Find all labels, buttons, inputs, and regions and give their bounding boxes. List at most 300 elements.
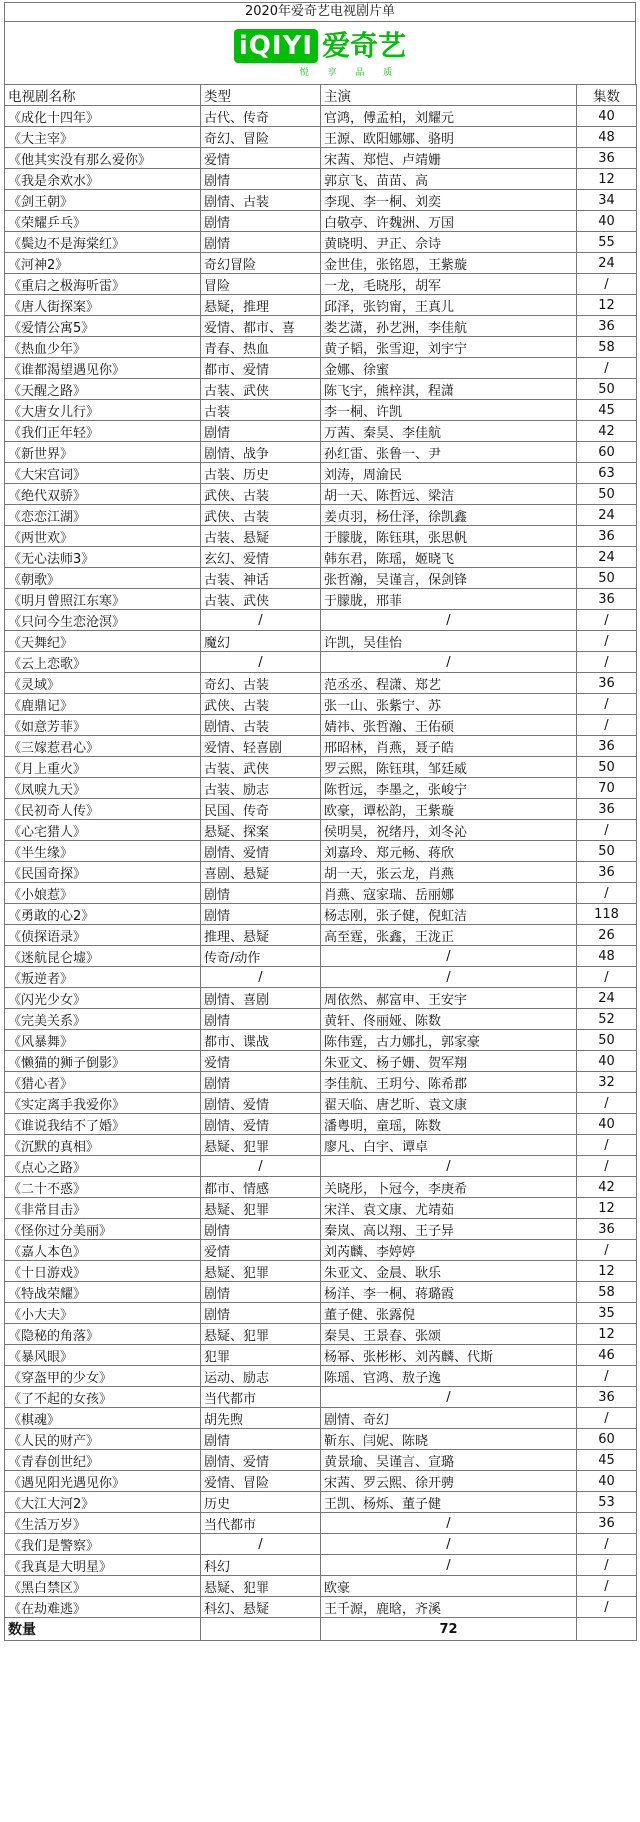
cell-episodes: /	[577, 694, 637, 715]
cell-episodes: /	[577, 1135, 637, 1156]
cell-genre: /	[201, 967, 321, 988]
cell-title: 《鬓边不是海棠红》	[5, 232, 201, 253]
cell-title: 《明月曾照江东寒》	[5, 589, 201, 610]
cell-genre: 剧情、爱情	[201, 1093, 321, 1114]
cell-title: 《闪光少女》	[5, 988, 201, 1009]
cell-title: 《猎心者》	[5, 1072, 201, 1093]
table-row	[5, 1345, 637, 1366]
logo-slogan: 悦 享 品 质	[299, 67, 401, 78]
cell-episodes: /	[577, 1597, 637, 1618]
table-row	[5, 253, 637, 274]
cell-genre: 剧情	[201, 904, 321, 925]
cell-title: 《灵域》	[5, 673, 201, 694]
cell-genre: 悬疑、犯罪	[201, 1324, 321, 1345]
cell-title: 《懒猫的狮子倒影》	[5, 1051, 201, 1072]
cell-cast: 金娜、徐蜜	[321, 358, 577, 379]
cell-cast: 黄景瑜、吴谨言、宣璐	[321, 1450, 577, 1471]
cell-episodes: 118	[577, 904, 637, 925]
cell-cast: 邢昭林，肖燕，聂子皓	[321, 736, 577, 757]
cell-episodes: 58	[577, 337, 637, 358]
cell-cast: 王凯、杨烁、董子健	[321, 1492, 577, 1513]
cell-title: 《重启之极海听雷》	[5, 274, 201, 295]
cell-episodes: 42	[577, 421, 637, 442]
cell-genre: 剧情	[201, 1072, 321, 1093]
cell-episodes: 70	[577, 778, 637, 799]
cell-cast: 刘芮麟、李婷婷	[321, 1240, 577, 1261]
cell-cast: 黄晓明、尹正、佘诗	[321, 232, 577, 253]
table-row	[5, 652, 637, 673]
table-row	[5, 904, 637, 925]
sheet	[4, 2, 636, 1641]
cell-episodes: 12	[577, 1324, 637, 1345]
cell-episodes: 35	[577, 1303, 637, 1324]
cell-genre: 剧情、喜剧	[201, 988, 321, 1009]
table-row	[5, 1387, 637, 1408]
table-row	[5, 1135, 637, 1156]
table-row	[5, 379, 637, 400]
cell-cast: 宋洋、袁文康、尤靖茹	[321, 1198, 577, 1219]
cell-title: 《小大夫》	[5, 1303, 201, 1324]
cell-title: 《小娘惹》	[5, 883, 201, 904]
cell-cast: 娄艺潇，孙艺洲，李佳航	[321, 316, 577, 337]
cell-cast: 董子健、张露倪	[321, 1303, 577, 1324]
cell-title: 《心宅猎人》	[5, 820, 201, 841]
cell-title: 《谁说我结不了婚》	[5, 1114, 201, 1135]
cell-cast: 高至霆，张鑫，王泷正	[321, 925, 577, 946]
cell-title: 《三嫁惹君心》	[5, 736, 201, 757]
cell-cast: 李佳航、王玥兮、陈希郡	[321, 1072, 577, 1093]
cell-genre: 悬疑、犯罪	[201, 1135, 321, 1156]
table-row	[5, 442, 637, 463]
cell-cast: 黄子韬，张雪迎，刘宇宁	[321, 337, 577, 358]
col-header-cast: 主演	[321, 85, 577, 106]
cell-title: 《热血少年》	[5, 337, 201, 358]
cell-genre: 当代都市	[201, 1513, 321, 1534]
cell-title: 《我是余欢水》	[5, 169, 201, 190]
cell-cast: 刘嘉玲、郑元畅、蒋欣	[321, 841, 577, 862]
table-row	[5, 169, 637, 190]
cell-genre: 冒险	[201, 274, 321, 295]
cell-title: 《点心之路》	[5, 1156, 201, 1177]
cell-genre: 剧情	[201, 232, 321, 253]
cell-title: 《成化十四年》	[5, 106, 201, 127]
cell-genre: /	[201, 610, 321, 631]
cell-title: 《朝歌》	[5, 568, 201, 589]
cell-genre: 爱情	[201, 1051, 321, 1072]
cell-genre: 奇幻、古装	[201, 673, 321, 694]
table-row	[5, 547, 637, 568]
table-row	[5, 190, 637, 211]
cell-genre: 古代、传奇	[201, 106, 321, 127]
cell-cast: 孙红雷、张鲁一、尹	[321, 442, 577, 463]
logo-name: 爱奇艺	[322, 28, 407, 62]
cell-cast: 李现、李一桐、刘奕	[321, 190, 577, 211]
cell-episodes: 63	[577, 463, 637, 484]
cell-title: 《特战荣耀》	[5, 1282, 201, 1303]
cell-episodes: 36	[577, 316, 637, 337]
table-row	[5, 799, 637, 820]
cell-genre: 武侠、古装	[201, 505, 321, 526]
cell-episodes: /	[577, 1576, 637, 1597]
table-row	[5, 400, 637, 421]
table-row	[5, 1366, 637, 1387]
cell-cast: 胡一天，张云龙，肖燕	[321, 862, 577, 883]
cell-genre: 古装、神话	[201, 568, 321, 589]
table-row	[5, 316, 637, 337]
cell-genre: 青春、热血	[201, 337, 321, 358]
cell-episodes: /	[577, 1555, 637, 1576]
cell-episodes: 40	[577, 106, 637, 127]
table-row	[5, 295, 637, 316]
cell-genre: 喜剧、悬疑	[201, 862, 321, 883]
cell-title: 《怪你过分美丽》	[5, 1219, 201, 1240]
cell-episodes: /	[577, 1156, 637, 1177]
cell-title: 《青春创世纪》	[5, 1450, 201, 1471]
cell-episodes: 36	[577, 148, 637, 169]
cell-episodes: 60	[577, 442, 637, 463]
cell-title: 《爱情公寓5》	[5, 316, 201, 337]
cell-title: 《恋恋江湖》	[5, 505, 201, 526]
cell-genre: 爱情、轻喜剧	[201, 736, 321, 757]
cell-cast: 侯明昊，祝绪丹，刘冬沁	[321, 820, 577, 841]
cell-episodes: 24	[577, 988, 637, 1009]
cell-cast: 杨志刚，张子健，倪虹洁	[321, 904, 577, 925]
cell-episodes: 42	[577, 1177, 637, 1198]
cell-title: 《在劫难逃》	[5, 1597, 201, 1618]
cell-genre: 科幻	[201, 1555, 321, 1576]
total-row	[5, 1618, 637, 1641]
table-row	[5, 694, 637, 715]
cell-title: 《无心法师3》	[5, 547, 201, 568]
cell-cast: 郭京飞、苗苗、高	[321, 169, 577, 190]
cell-episodes: 50	[577, 841, 637, 862]
table-row	[5, 1492, 637, 1513]
cell-genre: 剧情	[201, 421, 321, 442]
cell-title: 《谁都渴望遇见你》	[5, 358, 201, 379]
cell-genre: 悬疑、犯罪	[201, 1261, 321, 1282]
cell-episodes: /	[577, 883, 637, 904]
cell-cast: 范丞丞、程潇、郑艺	[321, 673, 577, 694]
table-row	[5, 883, 637, 904]
cell-title: 《了不起的女孩》	[5, 1387, 201, 1408]
table-row	[5, 1177, 637, 1198]
cell-genre: 剧情	[201, 211, 321, 232]
cell-genre: 民国、传奇	[201, 799, 321, 820]
cell-cast: 邱泽，张钧甯，王真儿	[321, 295, 577, 316]
cell-genre: 古装、悬疑	[201, 526, 321, 547]
cell-genre: /	[201, 1534, 321, 1555]
cell-episodes: /	[577, 1366, 637, 1387]
cell-title: 《荣耀乒乓》	[5, 211, 201, 232]
table-row	[5, 1009, 637, 1030]
cell-cast: 秦岚、高以翔、王子异	[321, 1219, 577, 1240]
cell-title: 《侦探语录》	[5, 925, 201, 946]
sheet-title: 2020年爱奇艺电视剧片单	[4, 2, 636, 21]
cell-title: 《绝代双骄》	[5, 484, 201, 505]
cell-title: 《云上恋歌》	[5, 652, 201, 673]
table-body	[5, 106, 637, 1618]
cell-genre: 剧情	[201, 169, 321, 190]
table-row	[5, 1429, 637, 1450]
cell-episodes: 24	[577, 253, 637, 274]
cell-title: 《唐人街探案》	[5, 295, 201, 316]
cell-cast: 王千源，鹿晗，齐溪	[321, 1597, 577, 1618]
table-row	[5, 1597, 637, 1618]
cell-cast: 白敬亭、许魏洲、万国	[321, 211, 577, 232]
cell-cast: 翟天临、唐艺昕、袁文康	[321, 1093, 577, 1114]
cell-cast: 姜贞羽，杨仕泽，徐凯鑫	[321, 505, 577, 526]
cell-title: 《民国奇探》	[5, 862, 201, 883]
cell-title: 《大宋宫词》	[5, 463, 201, 484]
cell-cast: 欧豪	[321, 1576, 577, 1597]
cell-cast: 靳东、闫妮、陈晓	[321, 1429, 577, 1450]
table-row	[5, 820, 637, 841]
cell-title: 《实定离手我爱你》	[5, 1093, 201, 1114]
cell-title: 《如意芳菲》	[5, 715, 201, 736]
cell-episodes: 36	[577, 526, 637, 547]
cell-cast: /	[321, 652, 577, 673]
cell-genre: 犯罪	[201, 1345, 321, 1366]
cell-genre: 玄幻、爱情	[201, 547, 321, 568]
cell-cast: 陈哲远，李墨之，张峻宁	[321, 778, 577, 799]
cell-genre: 都市、爱情	[201, 358, 321, 379]
cell-episodes: 36	[577, 673, 637, 694]
cell-genre: 当代都市	[201, 1387, 321, 1408]
cell-episodes: 45	[577, 400, 637, 421]
cell-cast: 李一桐、许凯	[321, 400, 577, 421]
table-row	[5, 526, 637, 547]
cell-title: 《他其实没有那么爱你》	[5, 148, 201, 169]
table-row	[5, 1282, 637, 1303]
table-row	[5, 106, 637, 127]
cell-episodes: /	[577, 274, 637, 295]
table-row	[5, 1576, 637, 1597]
table-row	[5, 1471, 637, 1492]
cell-genre: 爱情、都市、喜	[201, 316, 321, 337]
cell-episodes: 36	[577, 862, 637, 883]
table-row	[5, 1261, 637, 1282]
table-row	[5, 568, 637, 589]
cell-cast: 胡一天、陈哲远、梁洁	[321, 484, 577, 505]
cell-cast: /	[321, 946, 577, 967]
cell-episodes: 53	[577, 1492, 637, 1513]
cell-genre: 都市、情感	[201, 1177, 321, 1198]
iqiyi-logo	[234, 29, 406, 78]
cell-episodes: 36	[577, 1513, 637, 1534]
cell-cast: 陈飞宇，熊梓淇，程潇	[321, 379, 577, 400]
cell-title: 《新世界》	[5, 442, 201, 463]
cell-title: 《暴风眼》	[5, 1345, 201, 1366]
table-row	[5, 967, 637, 988]
cell-episodes: 36	[577, 589, 637, 610]
cell-cast: /	[321, 1534, 577, 1555]
table-row	[5, 925, 637, 946]
table-row	[5, 1555, 637, 1576]
table-row	[5, 1198, 637, 1219]
cell-title: 《鹿鼎记》	[5, 694, 201, 715]
cell-cast: 朱亚文、金晨、耿乐	[321, 1261, 577, 1282]
table-row	[5, 505, 637, 526]
cell-title: 《棋魂》	[5, 1408, 201, 1429]
cell-cast: 黄轩、佟丽娅、陈数	[321, 1009, 577, 1030]
cell-cast: /	[321, 1555, 577, 1576]
cell-genre: 剧情、战争	[201, 442, 321, 463]
table-row	[5, 148, 637, 169]
table-row	[5, 631, 637, 652]
cell-genre: 剧情	[201, 1009, 321, 1030]
cell-genre: 悬疑、探案	[201, 820, 321, 841]
cell-title: 《迷航昆仑墟》	[5, 946, 201, 967]
cell-genre: 古装、武侠	[201, 379, 321, 400]
cell-title: 《两世欢》	[5, 526, 201, 547]
cell-episodes: /	[577, 820, 637, 841]
cell-cast: 剧情、奇幻	[321, 1408, 577, 1429]
cell-cast: 杨洋、李一桐、蒋璐霞	[321, 1282, 577, 1303]
cell-title: 《凤唳九天》	[5, 778, 201, 799]
cell-genre: 奇幻冒险	[201, 253, 321, 274]
cell-episodes: 48	[577, 127, 637, 148]
cell-cast: 秦昊、王景春、张颂	[321, 1324, 577, 1345]
cell-episodes: 26	[577, 925, 637, 946]
cell-episodes: /	[577, 1240, 637, 1261]
cell-genre: 爱情	[201, 148, 321, 169]
cell-cast: 宋茜、罗云熙、徐开骋	[321, 1471, 577, 1492]
table-row	[5, 673, 637, 694]
cell-cast: 潘粤明，童瑶，陈数	[321, 1114, 577, 1135]
cell-episodes: 50	[577, 568, 637, 589]
cell-cast: 许凯，吴佳怡	[321, 631, 577, 652]
total-label: 数量	[5, 1618, 201, 1641]
cell-genre: 古装、励志	[201, 778, 321, 799]
cell-episodes: 12	[577, 169, 637, 190]
cell-episodes: 55	[577, 232, 637, 253]
cell-cast: 杨幂、张彬彬、刘芮麟、代斯	[321, 1345, 577, 1366]
cell-genre: 运动、励志	[201, 1366, 321, 1387]
cell-genre: 悬疑、犯罪	[201, 1198, 321, 1219]
table-row	[5, 1219, 637, 1240]
cell-cast: /	[321, 610, 577, 631]
cell-cast: 陈瑶、官鸿、敖子逸	[321, 1366, 577, 1387]
cell-title: 《河神2》	[5, 253, 201, 274]
col-header-genre: 类型	[201, 85, 321, 106]
table-row	[5, 358, 637, 379]
total-value: 72	[321, 1618, 577, 1641]
table-row	[5, 1030, 637, 1051]
cell-cast: 朱亚文、杨子姗、贺军翔	[321, 1051, 577, 1072]
cell-cast: 刘涛，周渝民	[321, 463, 577, 484]
cell-cast: 王源、欧阳娜娜、骆明	[321, 127, 577, 148]
cell-cast: /	[321, 1513, 577, 1534]
cell-title: 《大唐女儿行》	[5, 400, 201, 421]
cell-episodes: /	[577, 358, 637, 379]
cell-genre: 都市、谍战	[201, 1030, 321, 1051]
cell-cast: 张一山、张紫宁、苏	[321, 694, 577, 715]
cell-episodes: 36	[577, 1387, 637, 1408]
cell-cast: 肖燕、寇家瑞、岳丽娜	[321, 883, 577, 904]
cell-episodes: 24	[577, 547, 637, 568]
table-row	[5, 1408, 637, 1429]
cell-genre: 剧情	[201, 1429, 321, 1450]
cell-title: 《月上重火》	[5, 757, 201, 778]
col-header-episodes: 集数	[577, 85, 637, 106]
table-row	[5, 1534, 637, 1555]
cell-genre: 悬疑，推理	[201, 295, 321, 316]
cell-episodes: 12	[577, 1198, 637, 1219]
cell-genre: 爱情、冒险	[201, 1471, 321, 1492]
table-row	[5, 127, 637, 148]
cell-title: 《穿盔甲的少女》	[5, 1366, 201, 1387]
table-row	[5, 715, 637, 736]
cell-episodes: /	[577, 652, 637, 673]
cell-episodes: 24	[577, 505, 637, 526]
table-row	[5, 1156, 637, 1177]
cell-genre: 剧情、爱情	[201, 841, 321, 862]
table-row	[5, 862, 637, 883]
cell-episodes: 40	[577, 1471, 637, 1492]
table-row	[5, 1324, 637, 1345]
cell-genre: 武侠、古装	[201, 694, 321, 715]
cell-genre: /	[201, 1156, 321, 1177]
cell-episodes: /	[577, 715, 637, 736]
cell-episodes: /	[577, 1534, 637, 1555]
cell-episodes: /	[577, 610, 637, 631]
cell-genre: 武侠、古装	[201, 484, 321, 505]
cell-title: 《生活万岁》	[5, 1513, 201, 1534]
col-header-title: 电视剧名称	[5, 85, 201, 106]
cell-title: 《天醒之路》	[5, 379, 201, 400]
table-row	[5, 421, 637, 442]
table-row	[5, 736, 637, 757]
cell-cast: 官鸿，傅孟柏，刘耀元	[321, 106, 577, 127]
cell-genre: 奇幻、冒险	[201, 127, 321, 148]
cell-cast: /	[321, 1387, 577, 1408]
cell-episodes: 50	[577, 757, 637, 778]
cell-cast: 张哲瀚，吴谨言，保剑锋	[321, 568, 577, 589]
cell-episodes: 12	[577, 295, 637, 316]
cell-episodes: /	[577, 1408, 637, 1429]
cell-cast: /	[321, 1156, 577, 1177]
cell-cast: 周依然、郝富申、王安宇	[321, 988, 577, 1009]
drama-table	[4, 84, 637, 1641]
cell-genre: 悬疑、犯罪	[201, 1576, 321, 1597]
cell-episodes: 40	[577, 1114, 637, 1135]
cell-genre: 剧情	[201, 1303, 321, 1324]
cell-genre: 古装、武侠	[201, 757, 321, 778]
cell-episodes: 52	[577, 1009, 637, 1030]
cell-episodes: 40	[577, 211, 637, 232]
cell-genre: 古装、历史	[201, 463, 321, 484]
table-row	[5, 1450, 637, 1471]
cell-episodes: 36	[577, 1219, 637, 1240]
cell-title: 《二十不惑》	[5, 1177, 201, 1198]
cell-episodes: 36	[577, 799, 637, 820]
cell-genre: 科幻、悬疑	[201, 1597, 321, 1618]
cell-cast: 于朦胧，陈钰琪，张思帆	[321, 526, 577, 547]
table-row	[5, 1513, 637, 1534]
cell-title: 《大江大河2》	[5, 1492, 201, 1513]
cell-episodes: 50	[577, 1030, 637, 1051]
table-row	[5, 232, 637, 253]
cell-cast: 万茜、秦昊、李佳航	[321, 421, 577, 442]
cell-title: 《隐秘的角落》	[5, 1324, 201, 1345]
cell-episodes: 46	[577, 1345, 637, 1366]
cell-cast: /	[321, 967, 577, 988]
cell-title: 《我真是大明星》	[5, 1555, 201, 1576]
table-row	[5, 1303, 637, 1324]
table-row	[5, 1114, 637, 1135]
cell-cast: 一龙，毛晓彤，胡军	[321, 274, 577, 295]
cell-episodes: 48	[577, 946, 637, 967]
